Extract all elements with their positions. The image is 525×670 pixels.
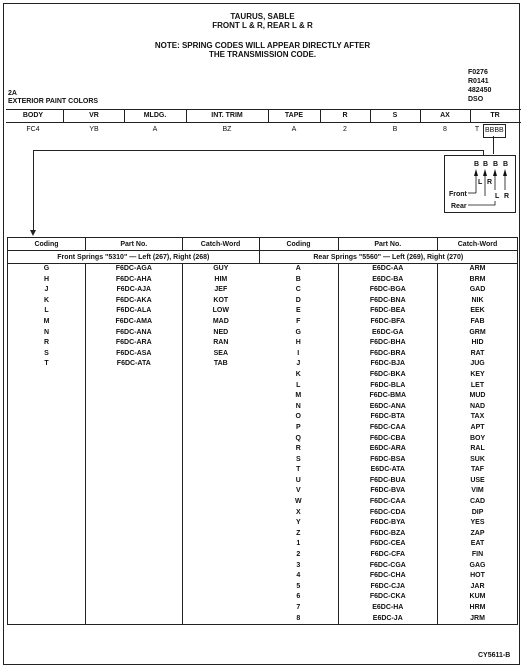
rear-coding-cell: U <box>295 476 301 484</box>
table-row <box>8 518 518 529</box>
rear-coding-cell: Z <box>296 529 301 537</box>
header-int-trim: INT. TRIM <box>211 112 243 119</box>
header-mldg: MLDG. <box>143 112 167 119</box>
rear-coding-cell: E <box>295 307 301 315</box>
rear-part-no-cell: F6DC-BUA <box>338 476 438 487</box>
rear-part-no-cell: F6DC-BSA <box>338 455 438 466</box>
front-coding-cell: R <box>8 338 86 349</box>
table-row <box>8 539 518 550</box>
diagram-front-r: R <box>487 179 493 186</box>
front-coding-cell <box>8 550 86 561</box>
front-part-no-cell: F6DC-ARA <box>86 338 183 349</box>
front-part-no-cell: F6DC-AMA <box>86 317 183 328</box>
rear-catch-word-cell: HRM <box>438 603 518 614</box>
front-coding-cell <box>8 476 86 487</box>
front-catch-word-cell <box>182 550 259 561</box>
rear-part-no-cell: F6DC-CBA <box>338 434 438 445</box>
rear-part-no-cell: F6DC-BEA <box>338 306 438 317</box>
front-part-no-cell <box>86 497 183 508</box>
rear-part-no-cell: F6DC-CKA <box>338 592 438 603</box>
rear-part-no-cell: F6DC-BKA <box>338 370 438 381</box>
header-tr: TR <box>490 112 500 119</box>
front-catch-word-cell: HIM <box>182 275 259 286</box>
rear-part-no-cell: F6DC-CAA <box>338 497 438 508</box>
value-ax: 8 <box>443 126 447 133</box>
front-catch-word-cell <box>182 434 259 445</box>
table-row <box>8 317 518 328</box>
rear-coding-cell: J <box>296 360 301 368</box>
col-partno-front: Part No. <box>86 238 183 251</box>
rear-part-no-cell: F6DC-BYA <box>338 518 438 529</box>
table-row <box>8 338 518 349</box>
rear-coding-cell: A <box>295 265 301 272</box>
code-4: DSO <box>468 96 484 103</box>
rear-coding-cell: W <box>294 498 302 506</box>
table-row <box>8 306 518 317</box>
rear-part-no-cell: F6DC-CEA <box>338 539 438 550</box>
header-ax: AX <box>440 112 450 119</box>
rear-coding-cell: S <box>295 455 301 463</box>
rear-catch-word-cell: TAX <box>438 412 518 423</box>
rear-catch-word-cell: BRM <box>438 275 518 286</box>
rear-coding-cell: T <box>296 466 301 474</box>
front-catch-word-cell: RAN <box>182 338 259 349</box>
rear-part-no-cell: E6DC-ATA <box>338 465 438 476</box>
front-part-no-cell <box>86 476 183 487</box>
front-part-no-cell <box>86 561 183 572</box>
rear-catch-word-cell: HOT <box>438 571 518 582</box>
note-line-1: NOTE: SPRING CODES WILL APPEAR DIRECTLY AFTER <box>154 41 371 50</box>
rear-part-no-cell: E6DC-ARA <box>338 444 438 455</box>
front-catch-word-cell <box>182 539 259 550</box>
rear-part-no-cell: E6DC-GA <box>338 328 438 339</box>
front-catch-word-cell <box>182 614 259 625</box>
rear-part-no-cell: F6DC-CFA <box>338 550 438 561</box>
codes-block <box>468 68 491 104</box>
rear-part-no-cell: E6DC-ANA <box>338 402 438 413</box>
front-catch-word-cell: SEA <box>182 349 259 360</box>
front-catch-word-cell <box>182 592 259 603</box>
rear-catch-word-cell: MUD <box>438 391 518 402</box>
diagram-letter-1: B <box>474 161 480 168</box>
header-body: BODY <box>22 112 44 119</box>
front-catch-word-cell: GUY <box>182 264 259 275</box>
front-coding-cell <box>8 391 86 402</box>
rear-coding-cell: I <box>297 349 300 357</box>
rear-coding-cell: 6 <box>296 593 301 601</box>
table-header-row <box>8 238 518 251</box>
front-catch-word-cell <box>182 561 259 572</box>
rear-part-no-cell: F6DC-BLA <box>338 381 438 392</box>
arrow-down-icon <box>30 230 36 236</box>
header-r: R <box>342 112 348 119</box>
rear-part-no-cell: F6DC-BMA <box>338 391 438 402</box>
rear-coding-cell: G <box>295 328 301 336</box>
front-coding-cell <box>8 402 86 413</box>
rear-coding-cell: 1 <box>296 540 301 548</box>
rear-part-no-cell: F6DC-BJA <box>338 359 438 370</box>
table-row <box>8 359 518 370</box>
rear-catch-word-cell: GAD <box>438 285 518 296</box>
value-body: FC4 <box>26 126 40 133</box>
col-catchword-rear: Catch-Word <box>438 238 518 251</box>
front-catch-word-cell <box>182 508 259 519</box>
front-part-no-cell <box>86 550 183 561</box>
rear-coding-cell: B <box>295 275 301 283</box>
value-mldg: A <box>152 126 158 133</box>
table-row <box>8 614 518 625</box>
front-part-no-cell: F6DC-ATA <box>86 359 183 370</box>
table-row <box>8 391 518 402</box>
table-row <box>8 603 518 614</box>
table-row <box>8 455 518 466</box>
front-coding-cell: T <box>8 359 86 370</box>
spring-code-diagram-svg <box>445 156 517 214</box>
front-catch-word-cell <box>182 497 259 508</box>
value-r: 2 <box>343 126 347 133</box>
table-row <box>8 328 518 339</box>
value-tr: T <box>474 126 480 133</box>
front-coding-cell <box>8 486 86 497</box>
front-part-no-cell <box>86 381 183 392</box>
rear-catch-word-cell: APT <box>438 423 518 434</box>
rear-part-no-cell: F6DC-BHA <box>338 338 438 349</box>
front-catch-word-cell: JEF <box>182 285 259 296</box>
rear-coding-cell: L <box>296 381 301 389</box>
table-row <box>8 381 518 392</box>
col-partno-rear: Part No. <box>338 238 438 251</box>
rear-coding-cell: F <box>296 317 301 325</box>
rear-catch-word-cell: VIM <box>438 486 518 497</box>
rear-part-no-cell: F6DC-BTA <box>338 412 438 423</box>
header-s: S <box>392 112 398 119</box>
front-coding-cell <box>8 381 86 392</box>
front-part-no-cell: F6DC-ALA <box>86 306 183 317</box>
rear-catch-word-cell: SUK <box>438 455 518 466</box>
rear-part-no-cell: F6DC-BZA <box>338 529 438 540</box>
front-coding-cell <box>8 444 86 455</box>
front-springs-title: Front Springs "5310" — Left (267), Right (268) <box>8 251 260 264</box>
title-line-2: FRONT L & R, REAR L & R <box>212 21 313 30</box>
rear-catch-word-cell: YES <box>438 518 518 529</box>
table-row <box>8 497 518 508</box>
diagram-letter-2: B <box>483 161 489 168</box>
diagram-letter-4: B <box>503 161 509 168</box>
rear-catch-word-cell: USE <box>438 476 518 487</box>
diagram-front-l: L <box>478 179 483 186</box>
front-catch-word-cell <box>182 571 259 582</box>
rear-catch-word-cell: GAG <box>438 561 518 572</box>
front-coding-cell: K <box>8 296 86 307</box>
front-coding-cell: N <box>8 328 86 339</box>
rear-coding-cell: P <box>295 423 301 431</box>
connector-horizontal <box>33 150 484 151</box>
front-coding-cell <box>8 508 86 519</box>
table-row <box>8 264 518 275</box>
front-part-no-cell <box>86 582 183 593</box>
table-row <box>8 412 518 423</box>
front-catch-word-cell <box>182 370 259 381</box>
front-coding-cell: L <box>8 306 86 317</box>
rear-catch-word-cell: BOY <box>438 434 518 445</box>
front-catch-word-cell <box>182 412 259 423</box>
rear-catch-word-cell: KUM <box>438 592 518 603</box>
rear-coding-cell: R <box>295 445 301 453</box>
rear-coding-cell: H <box>295 339 301 347</box>
diagram-letter-3: B <box>493 161 499 168</box>
front-part-no-cell: F6DC-AKA <box>86 296 183 307</box>
rear-coding-cell: O <box>295 413 301 421</box>
front-part-no-cell: F6DC-AJA <box>86 285 183 296</box>
front-coding-cell: J <box>8 285 86 296</box>
diagram-rear-label: Rear <box>451 203 467 210</box>
connector-to-table <box>33 150 34 234</box>
rear-catch-word-cell: DIP <box>438 508 518 519</box>
front-coding-cell <box>8 614 86 625</box>
front-catch-word-cell <box>182 529 259 540</box>
rear-coding-cell: 3 <box>296 561 301 569</box>
table-row <box>8 275 518 286</box>
front-coding-cell <box>8 561 86 572</box>
rear-catch-word-cell: HID <box>438 338 518 349</box>
front-part-no-cell <box>86 402 183 413</box>
code-3: 482450 <box>468 87 492 94</box>
front-part-no-cell: F6DC-ASA <box>86 349 183 360</box>
front-catch-word-cell: NED <box>182 328 259 339</box>
figure-id: CY5611-B <box>478 652 511 659</box>
front-part-no-cell <box>86 455 183 466</box>
front-catch-word-cell <box>182 603 259 614</box>
front-part-no-cell <box>86 571 183 582</box>
rear-coding-cell: M <box>295 392 302 400</box>
front-coding-cell <box>8 465 86 476</box>
front-coding-cell <box>8 518 86 529</box>
title-line-1: TAURUS, SABLE <box>230 12 295 21</box>
section-label: EXTERIOR PAINT COLORS <box>8 98 99 105</box>
rear-part-no-cell: F6DC-CHA <box>338 571 438 582</box>
rear-part-no-cell: F6DC-BVA <box>338 486 438 497</box>
rear-part-no-cell: E6DC-JA <box>338 614 438 625</box>
connector-to-diagram <box>493 136 494 154</box>
rear-coding-cell: 8 <box>259 614 338 625</box>
code-1: F0276 <box>468 69 488 76</box>
header-vr: VR <box>89 112 99 119</box>
header-tape: TAPE <box>284 112 304 119</box>
table-row <box>8 529 518 540</box>
field-value-row <box>6 124 521 136</box>
rear-part-no-cell: F6DC-CGA <box>338 561 438 572</box>
rear-catch-word-cell: FAB <box>438 317 518 328</box>
rear-catch-word-cell: JAR <box>438 582 518 593</box>
front-catch-word-cell: KOT <box>182 296 259 307</box>
field-header-row <box>6 109 521 123</box>
front-coding-cell <box>8 423 86 434</box>
front-part-no-cell <box>86 434 183 445</box>
table-row <box>8 402 518 413</box>
rear-part-no-cell: E6DC-AA <box>338 264 438 275</box>
rear-catch-word-cell: RAL <box>438 444 518 455</box>
table-row <box>8 434 518 445</box>
front-part-no-cell <box>86 465 183 476</box>
front-catch-word-cell <box>182 444 259 455</box>
rear-catch-word-cell: KEY <box>438 370 518 381</box>
rear-part-no-cell: F6DC-BNA <box>338 296 438 307</box>
rear-coding-cell: 4 <box>296 572 301 580</box>
front-catch-word-cell: LOW <box>182 306 259 317</box>
front-coding-cell: S <box>8 349 86 360</box>
rear-catch-word-cell: JRM <box>438 614 518 625</box>
front-catch-word-cell <box>182 423 259 434</box>
rear-catch-word-cell: FIN <box>438 550 518 561</box>
front-catch-word-cell <box>182 391 259 402</box>
note-line-2: THE TRANSMISSION CODE. <box>208 50 317 59</box>
front-catch-word-cell: MAD <box>182 317 259 328</box>
rear-catch-word-cell: TAF <box>438 465 518 476</box>
front-part-no-cell <box>86 614 183 625</box>
front-catch-word-cell <box>182 381 259 392</box>
rear-part-no-cell: F6DC-CDA <box>338 508 438 519</box>
front-part-no-cell <box>86 370 183 381</box>
table-row <box>8 476 518 487</box>
rear-part-no-cell: F6DC-CJA <box>338 582 438 593</box>
rear-coding-cell: 7 <box>296 604 301 611</box>
rear-coding-cell: X <box>295 508 301 516</box>
front-coding-cell <box>8 455 86 466</box>
table-row <box>8 508 518 519</box>
col-catchword-front: Catch-Word <box>182 238 259 251</box>
front-catch-word-cell <box>182 486 259 497</box>
front-catch-word-cell <box>182 518 259 529</box>
table-row <box>8 370 518 381</box>
spring-code-table <box>7 237 518 625</box>
table-row <box>8 349 518 360</box>
table-row <box>8 296 518 307</box>
table-section-row <box>8 251 518 264</box>
value-s: B <box>392 126 398 133</box>
diagram-rear-r: R <box>504 193 510 200</box>
rear-coding-cell: Y <box>295 519 301 527</box>
front-coding-cell <box>8 412 86 423</box>
front-catch-word-cell <box>182 402 259 413</box>
front-catch-word-cell <box>182 476 259 487</box>
front-coding-cell: G <box>8 264 86 275</box>
value-vr: YB <box>89 126 99 133</box>
front-coding-cell: H <box>8 275 86 286</box>
front-part-no-cell <box>86 529 183 540</box>
front-part-no-cell <box>86 518 183 529</box>
front-part-no-cell <box>86 539 183 550</box>
value-tape: A <box>291 126 297 133</box>
front-coding-cell <box>8 539 86 550</box>
rear-part-no-cell: F6DC-BFA <box>338 317 438 328</box>
front-part-no-cell: F6DC-AHA <box>86 275 183 286</box>
front-coding-cell <box>8 370 86 381</box>
table-row <box>8 444 518 455</box>
front-part-no-cell <box>86 603 183 614</box>
spring-code-box: BBBB <box>483 124 506 138</box>
front-part-no-cell <box>86 592 183 603</box>
table-row <box>8 465 518 476</box>
rear-part-no-cell: F6DC-BRA <box>338 349 438 360</box>
front-coding-cell <box>8 529 86 540</box>
table-row <box>8 582 518 593</box>
rear-coding-cell: Q <box>295 434 301 442</box>
front-catch-word-cell <box>182 465 259 476</box>
rear-part-no-cell: E6DC-BA <box>338 275 438 286</box>
front-catch-word-cell <box>182 455 259 466</box>
rear-catch-word-cell: LET <box>438 381 518 392</box>
front-coding-cell <box>8 497 86 508</box>
front-catch-word-cell: TAB <box>182 359 259 370</box>
rear-coding-cell: D <box>295 296 301 304</box>
diagram-front-label: Front <box>449 191 467 198</box>
front-coding-cell <box>8 603 86 614</box>
rear-catch-word-cell: NAD <box>438 402 518 413</box>
table-row <box>8 592 518 603</box>
rear-part-no-cell: F6DC-CAA <box>338 423 438 434</box>
spring-code-diagram <box>444 155 516 213</box>
rear-coding-cell: N <box>295 402 301 410</box>
rear-catch-word-cell: EEK <box>438 306 518 317</box>
table-body <box>8 264 518 625</box>
table-row <box>8 486 518 497</box>
col-coding-front: Coding <box>8 238 86 251</box>
front-coding-cell <box>8 571 86 582</box>
rear-catch-word-cell: ARM <box>438 264 518 275</box>
front-part-no-cell <box>86 412 183 423</box>
rear-coding-cell: 5 <box>296 582 301 590</box>
rear-catch-word-cell: CAD <box>438 497 518 508</box>
table-row <box>8 285 518 296</box>
table-row <box>8 561 518 572</box>
front-coding-cell <box>8 582 86 593</box>
rear-coding-cell: K <box>295 370 301 378</box>
col-coding-rear: Coding <box>259 238 338 251</box>
value-int-trim: BZ <box>222 126 232 133</box>
rear-catch-word-cell: ZAP <box>438 529 518 540</box>
diagram-rear-l: L <box>495 193 500 200</box>
rear-catch-word-cell: EAT <box>438 539 518 550</box>
front-part-no-cell <box>86 444 183 455</box>
front-part-no-cell: F6DC-ANA <box>86 328 183 339</box>
rear-catch-word-cell: GRM <box>438 328 518 339</box>
rear-catch-word-cell: RAT <box>438 349 518 360</box>
front-part-no-cell <box>86 423 183 434</box>
front-coding-cell <box>8 434 86 445</box>
code-2: R0141 <box>468 78 489 85</box>
rear-catch-word-cell: NIK <box>438 296 518 307</box>
front-part-no-cell <box>86 391 183 402</box>
rear-coding-cell: 2 <box>296 551 301 559</box>
front-part-no-cell: F6DC-AGA <box>86 264 183 275</box>
table-row <box>8 423 518 434</box>
front-part-no-cell <box>86 486 183 497</box>
table-row <box>8 571 518 582</box>
rear-catch-word-cell: JUG <box>438 359 518 370</box>
rear-coding-cell: C <box>295 286 301 294</box>
front-part-no-cell <box>86 508 183 519</box>
rear-part-no-cell: E6DC-HA <box>338 603 438 614</box>
table-row <box>8 550 518 561</box>
rear-springs-title: Rear Springs "5560" — Left (269), Right (270) <box>259 251 517 264</box>
front-catch-word-cell <box>182 582 259 593</box>
front-coding-cell: M <box>8 317 86 328</box>
front-coding-cell <box>8 592 86 603</box>
section-id: 2A <box>8 90 17 97</box>
rear-part-no-cell: F6DC-BGA <box>338 285 438 296</box>
rear-coding-cell: V <box>295 487 301 495</box>
